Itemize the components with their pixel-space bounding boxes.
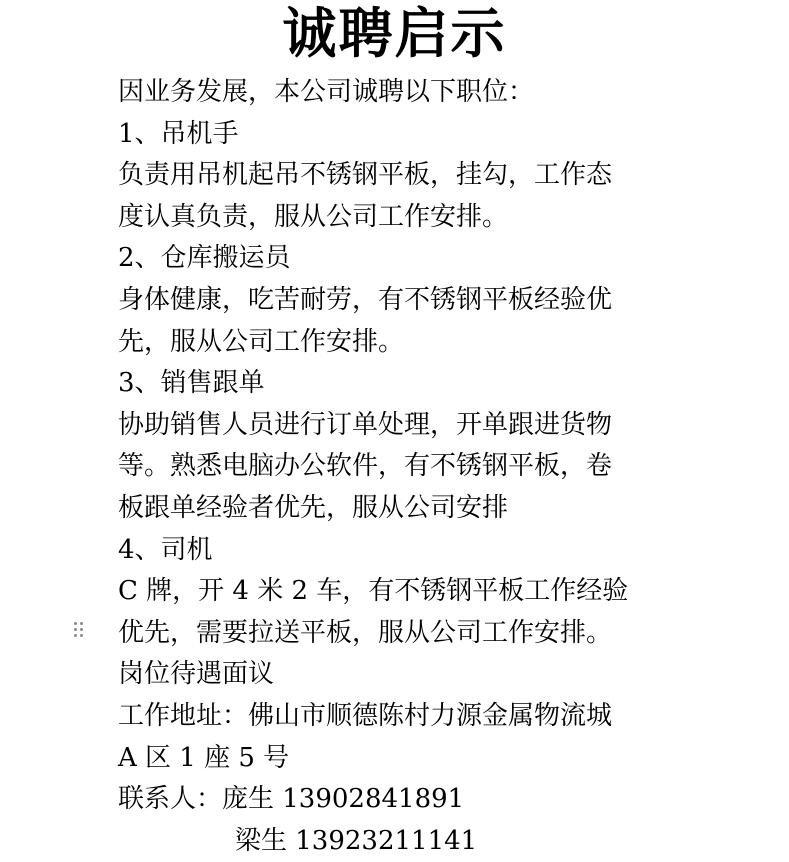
drag-handle-icon[interactable] (74, 622, 84, 640)
position-description-line: 身体健康，吃苦耐劳，有不锈钢平板经验优 (118, 284, 613, 315)
position-description-line: C 牌，开 4 米 2 车，有不锈钢平板工作经验 (118, 576, 629, 607)
drag-handle-dot (74, 634, 77, 637)
drag-handle-dot (80, 634, 83, 637)
position-description-line: 等。熟悉电脑办公软件，有不锈钢平板，卷 (118, 451, 613, 482)
position-description-line: 先，服从公司工作安排。 (118, 326, 405, 357)
intro-text: 因业务发展，本公司诚聘以下职位： (118, 77, 535, 107)
work-address: 工作地址：佛山市顺德陈村力源金属物流城 (118, 700, 613, 731)
position-heading-warehouse-porter: 2、仓库搬运员 (118, 243, 291, 274)
contact-primary: 联系人：庞生 13902841891 (118, 784, 465, 815)
document-body (118, 72, 678, 862)
position-description-line: 负责用吊机起吊不锈钢平板，挂勾，工作态 (118, 160, 613, 191)
position-description-line: 板跟单经验者优先，服从公司安排 (118, 492, 509, 523)
position-description-line: 度认真负责，服从公司工作安排。 (118, 201, 509, 232)
work-address-continued: A 区 1 座 5 号 (118, 742, 290, 773)
position-description-line: 优先，需要拉送平板，服从公司工作安排。 (118, 617, 613, 648)
position-description-line: 协助销售人员进行订单处理，开单跟进货物 (118, 409, 613, 440)
drag-handle-dot (74, 622, 77, 625)
contact-secondary: 梁生 13923211141 (235, 825, 478, 856)
drag-handle-dot (80, 628, 83, 631)
drag-handle-dot (74, 628, 77, 631)
salary-note: 岗位待遇面议 (118, 659, 275, 690)
position-heading-driver: 4、司机 (118, 534, 213, 565)
position-heading-sales-follow-up: 3、销售跟单 (118, 368, 265, 399)
document-title: 诚聘启示 (282, 1, 507, 65)
position-heading-crane-operator: 1、吊机手 (118, 118, 239, 149)
drag-handle-dot (80, 622, 83, 625)
